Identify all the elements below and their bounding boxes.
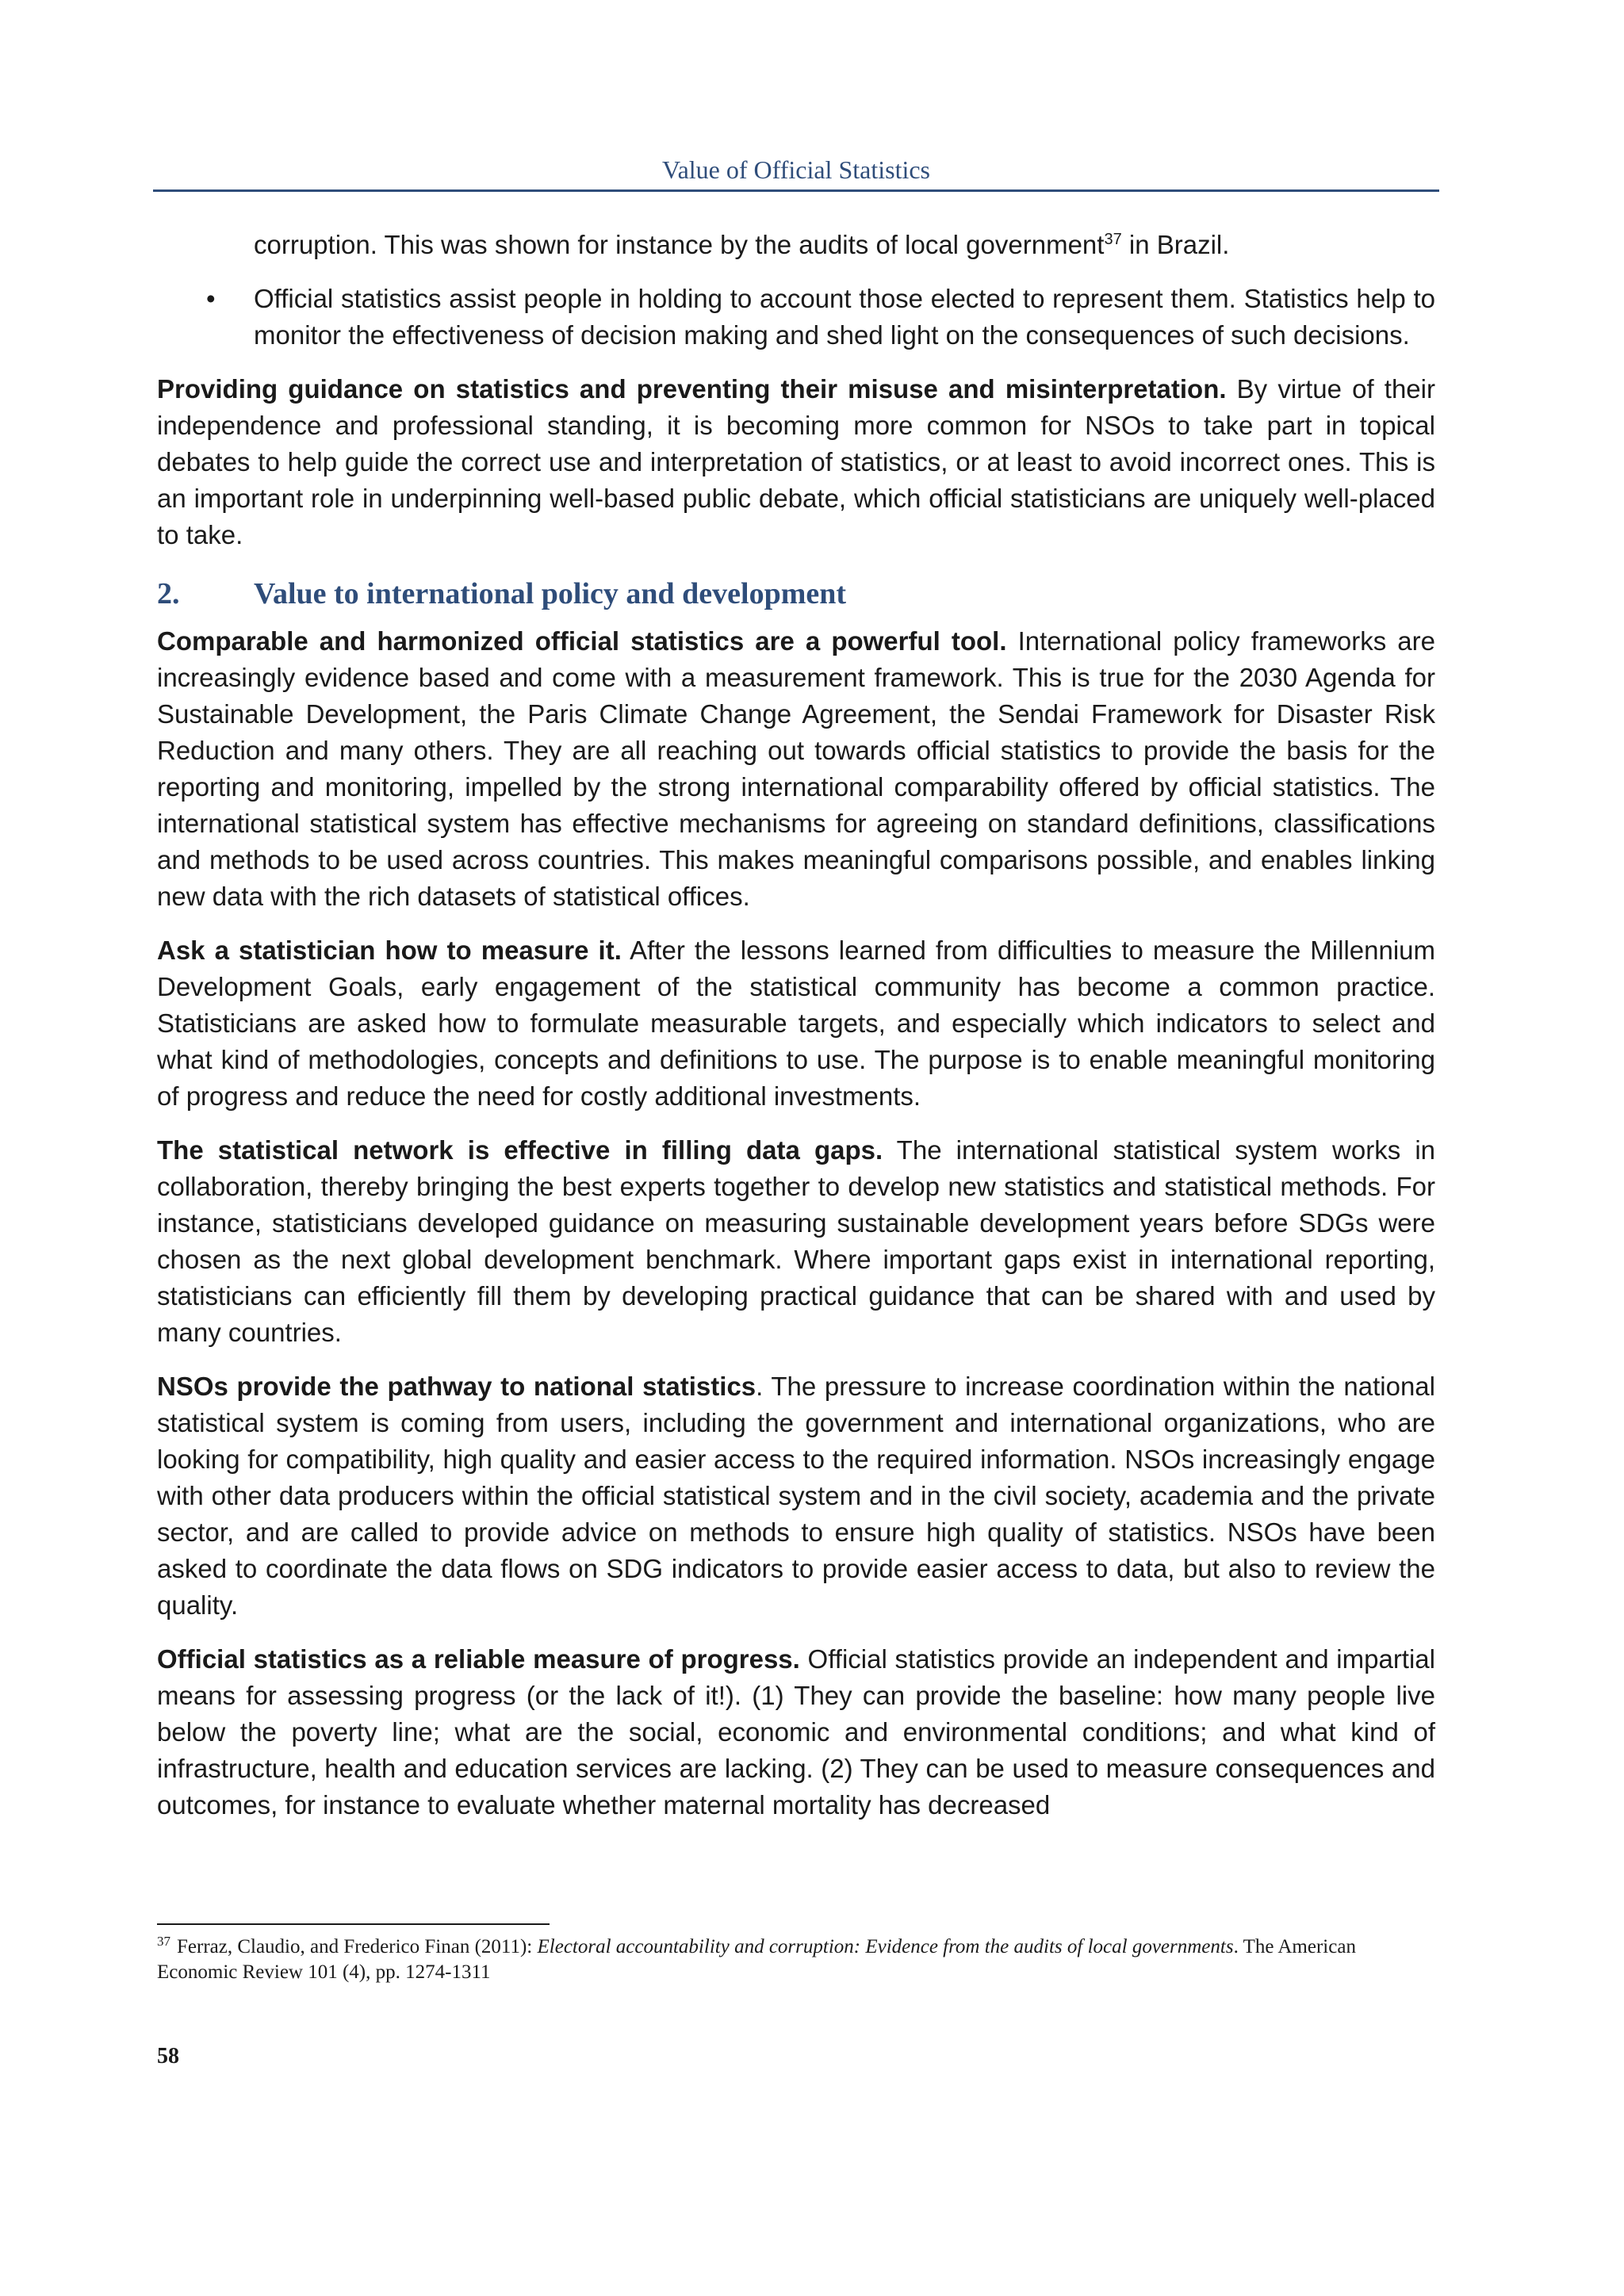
continuation-text: corruption. This was shown for instance by the audits of local government: [254, 230, 1105, 259]
section-title: Value to international policy and development: [254, 577, 847, 610]
paragraph-text: After the lessons learned from difficulties to measure the Millennium Development Goals, early engagement of the statistical community has become a common practice. Statisticians are asked how to formulate measurable targets, and especially which indicators to select and what kind of methodologies, concepts and definitions to use. The purpose is to enable meaningful monitoring of progress and reduce the need for costly additional investments.: [157, 936, 1436, 1111]
footnote-number: 37: [157, 1933, 170, 1949]
paragraph-text: . The pressure to increase coordination within the national statistical system is coming from users, including the government and international organizations, who are looking for compatibility, high quality and easier access to the required information. NSOs increasingly engage with other data producers within the official statistical system and in the civil society, academia and the private sector, and are called to provide advice on methods to ensure high quality of statistics. NSOs have been asked to coordinate the data flows on SDG indicators to provide easier access to data, but also to review the quality.: [157, 1372, 1435, 1620]
continuation-paragraph: [157, 227, 1435, 263]
paragraph-progress: [157, 1641, 1435, 1823]
paragraph-comparable: [157, 623, 1435, 915]
paragraph-guidance: [157, 371, 1435, 553]
paragraph-text: International policy frameworks are increasingly evidence based and come with a measurement framework. This is true for the 2030 Agenda for Sustainable Development, the Paris Climate Change Agreement, the Sendai Framework for Disaster Risk Reduction and many others. They are all reaching out towards official statistics to provide the basis for the reporting and monitoring, impelled by the strong international comparability offered by official statistics. The international statistical system has effective mechanisms for agreeing on standard definitions, classifications and methods to be used across countries. This makes meaningful comparisons possible, and enables linking new data with the rich datasets of statistical offices.: [157, 626, 1435, 911]
page-body: [157, 227, 1435, 1841]
header-rule: [153, 189, 1439, 192]
footnote-title: Electoral accountability and corruption: Evidence from the audits of local governments: [537, 1936, 1234, 1957]
running-header: Value of Official Statistics: [662, 155, 930, 184]
paragraph-data-gaps: [157, 1132, 1435, 1351]
footnote-separator: [157, 1923, 550, 1925]
footnote-rest: . The American Economic Review 101 (4), pp. 1274-1311: [157, 1936, 1356, 1983]
paragraph-text: Official statistics provide an independent and impartial means for assessing progress (or the lack of it!). (1) They can provide the baseline: how many people live below the poverty line; what are the social, economic and environmental conditions; and what kind of infrastructure, health and education services are lacking. (2) They can be used to measure consequences and outcomes, for instance to evaluate whether maternal mortality has decreased: [157, 1644, 1435, 1820]
footnote: [157, 1934, 1435, 1985]
section-number: 2.: [157, 577, 180, 610]
section-heading: [157, 576, 1435, 612]
footnote-ref[interactable]: 37: [1104, 231, 1122, 248]
paragraph-lead: NSOs provide the pathway to national statistics: [157, 1372, 756, 1401]
paragraph-lead: Official statistics as a reliable measure of progress.: [157, 1644, 800, 1674]
page-number: 58: [157, 2044, 179, 2068]
paragraph-text: By virtue of their independence and professional standing, it is becoming more common for NSOs to take part in topical debates to help guide the correct use and interpretation of statistics, or at least to avoid incorrect ones. This is an important role in underpinning well-based public debate, which official statisticians are uniquely well-placed to take.: [157, 374, 1435, 549]
bullet-icon: •: [206, 284, 216, 313]
footnote-authors: Ferraz, Claudio, and Frederico Finan (2011):: [177, 1936, 538, 1957]
paragraph-lead: The statistical network is effective in filling data gaps.: [157, 1135, 883, 1165]
paragraph-nsos: [157, 1368, 1435, 1624]
paragraph-lead: Providing guidance on statistics and preventing their misuse and misinterpretation.: [157, 374, 1227, 404]
paragraph-lead: Comparable and harmonized official statistics are a powerful tool.: [157, 626, 1007, 656]
bullet-item: [157, 281, 1435, 354]
continuation-end: in Brazil.: [1121, 230, 1230, 259]
bullet-text: Official statistics assist people in holding to account those elected to represent them. Statistics help to monitor the effectiveness of decision making and shed light on the consequences of such decisions.: [254, 284, 1435, 350]
paragraph-lead: Ask a statistician how to measure it.: [157, 936, 622, 965]
paragraph-text: The international statistical system works in collaboration, thereby bringing the best experts together to develop new statistics and statistical methods. For instance, statisticians developed guidance on measuring sustainable development years before SDGs were chosen as the next global development benchmark. Where important gaps exist in international reporting, statisticians can efficiently fill them by developing practical guidance that can be shared with and used by many countries.: [157, 1135, 1436, 1347]
paragraph-ask-statistician: [157, 932, 1435, 1115]
